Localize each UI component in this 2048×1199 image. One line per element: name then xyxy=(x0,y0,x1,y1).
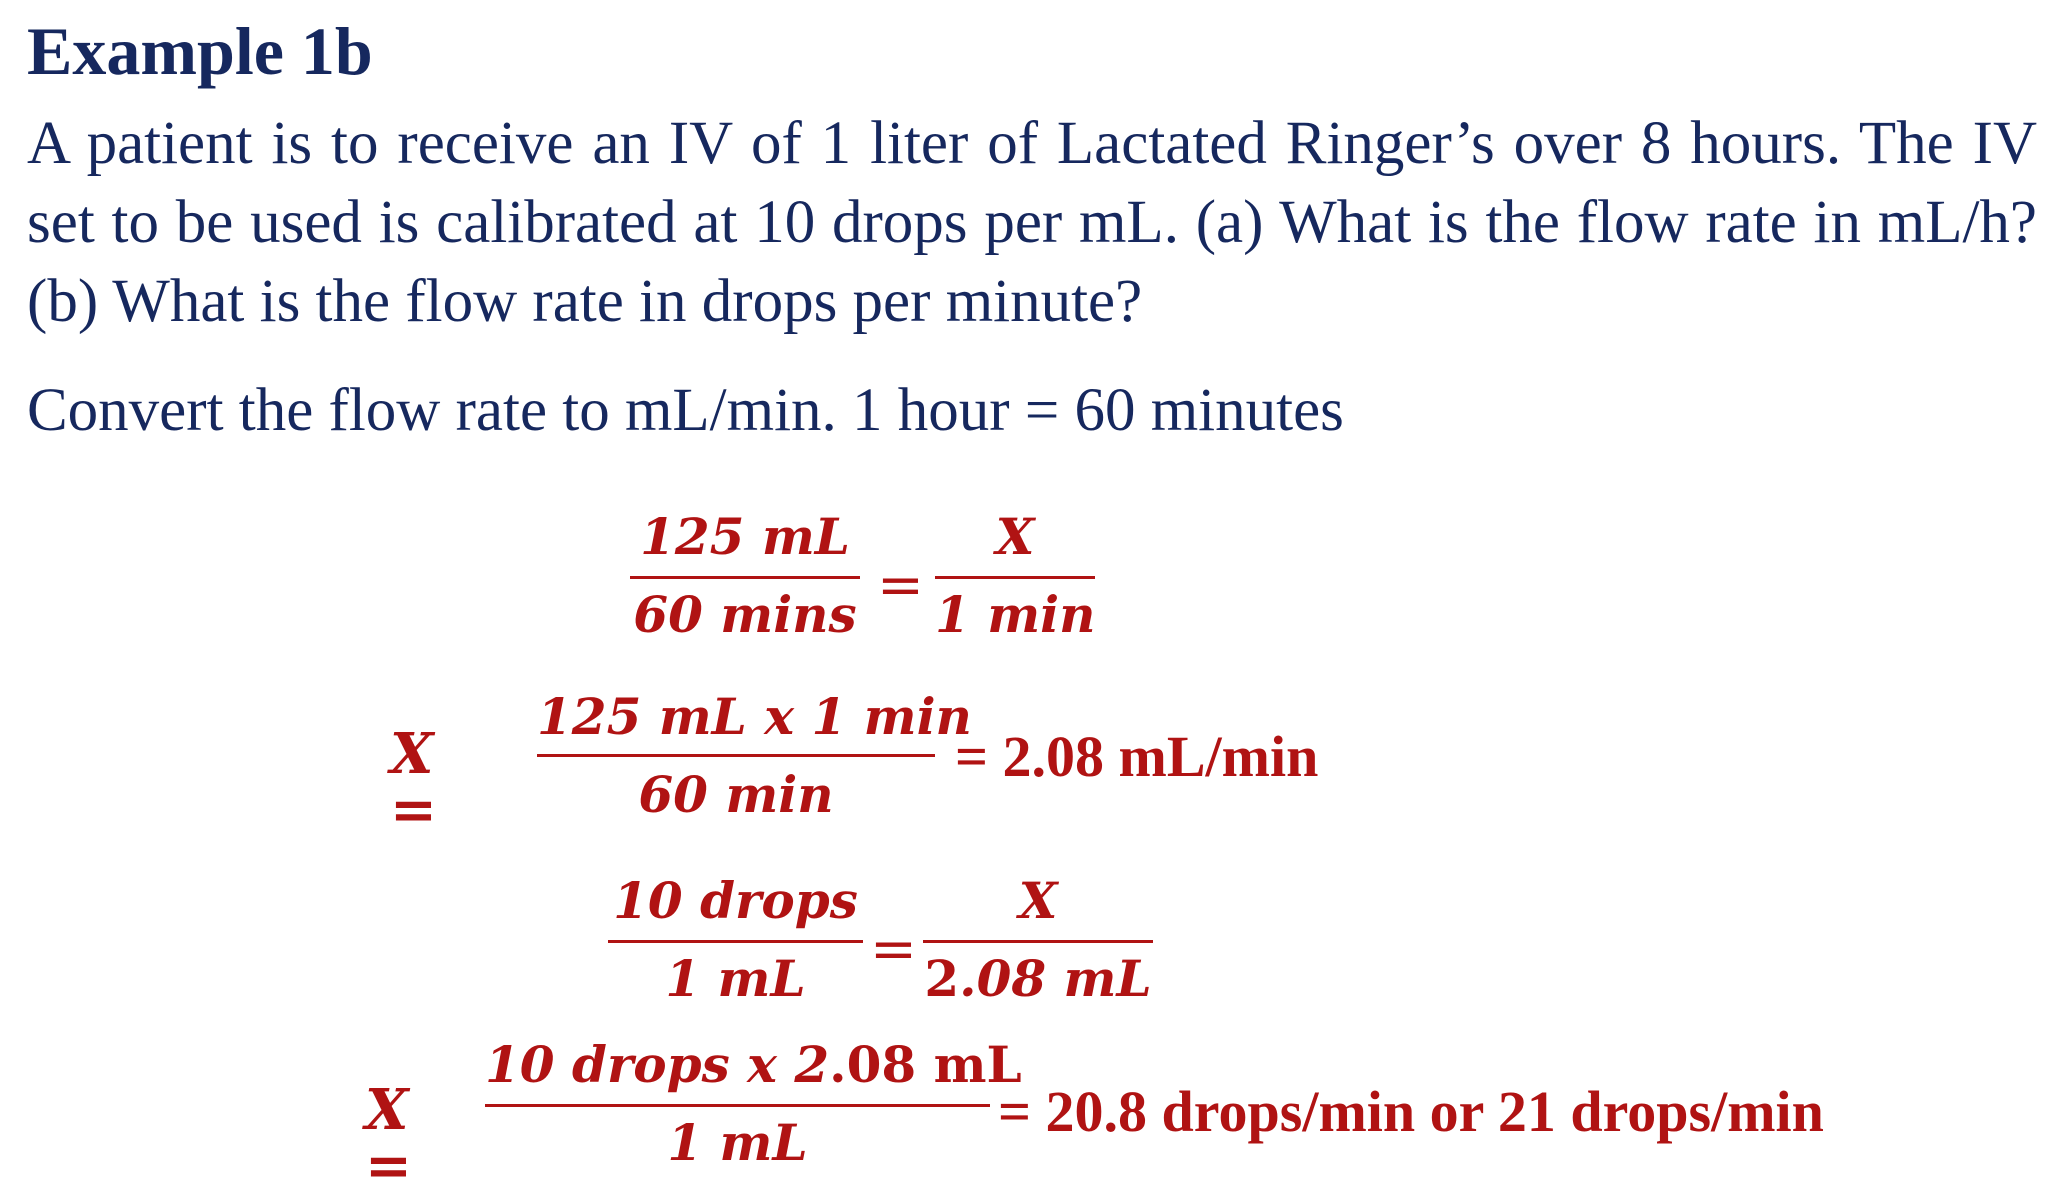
fraction-125ml-x-1min-over-60min xyxy=(537,687,972,824)
fraction-x-over-2.08ml xyxy=(923,871,1153,1008)
numerator: 125 mL x 1 min xyxy=(537,687,972,746)
equals-sign: = xyxy=(877,553,924,618)
denominator-rest: .08 mL xyxy=(959,949,1152,1008)
result-ml-per-min: = 2.08 mL/min xyxy=(955,724,1319,789)
denominator: 1 min xyxy=(935,585,1096,644)
numerator: X xyxy=(995,507,1035,566)
numerator: 125 mL xyxy=(640,507,850,566)
numerator xyxy=(485,1035,1022,1094)
fraction-bar xyxy=(537,754,935,757)
x-equals-label: X = xyxy=(365,1077,412,1199)
fraction-125ml-over-60mins xyxy=(630,507,860,644)
fraction-bar xyxy=(485,1104,990,1107)
denominator xyxy=(923,949,1153,1008)
fraction-bar xyxy=(923,940,1153,943)
denominator-integer: 2 xyxy=(924,949,960,1008)
denominator: 1 mL xyxy=(667,1113,808,1172)
fraction-bar xyxy=(630,576,860,579)
slide-title: Example 1b xyxy=(27,13,373,89)
problem-statement: A patient is to receive an IV of 1 liter of Lactated Ringer’s over 8 hours. The IV set to be used is calibrated at 10 drops per mL. (a) What is the flow rate in mL/h? (b) What is the flow rate in drops per minute? xyxy=(27,110,2037,335)
numerator-start: 10 drops x 2 xyxy=(485,1035,830,1094)
x-equals-label: X = xyxy=(390,721,437,843)
conversion-instruction: Convert the flow rate to mL/min. 1 hour = 60 minutes xyxy=(27,377,1344,444)
numerator-end: .08 mL xyxy=(829,1035,1022,1094)
equals-sign: = xyxy=(870,917,917,982)
denominator: 60 mins xyxy=(633,585,857,644)
denominator: 1 mL xyxy=(665,949,806,1008)
numerator: 10 drops xyxy=(613,871,858,930)
denominator: 60 min xyxy=(638,765,834,824)
fraction-x-over-1min xyxy=(935,507,1096,644)
numerator: X xyxy=(1018,871,1058,930)
fraction-10drops-x-2.08ml-over-1ml xyxy=(485,1035,1022,1172)
fraction-bar xyxy=(935,576,1095,579)
fraction-10drops-over-1ml xyxy=(608,871,863,1008)
result-drops-per-min: = 20.8 drops/min or 21 drops/min xyxy=(998,1079,1824,1144)
fraction-bar xyxy=(608,940,863,943)
